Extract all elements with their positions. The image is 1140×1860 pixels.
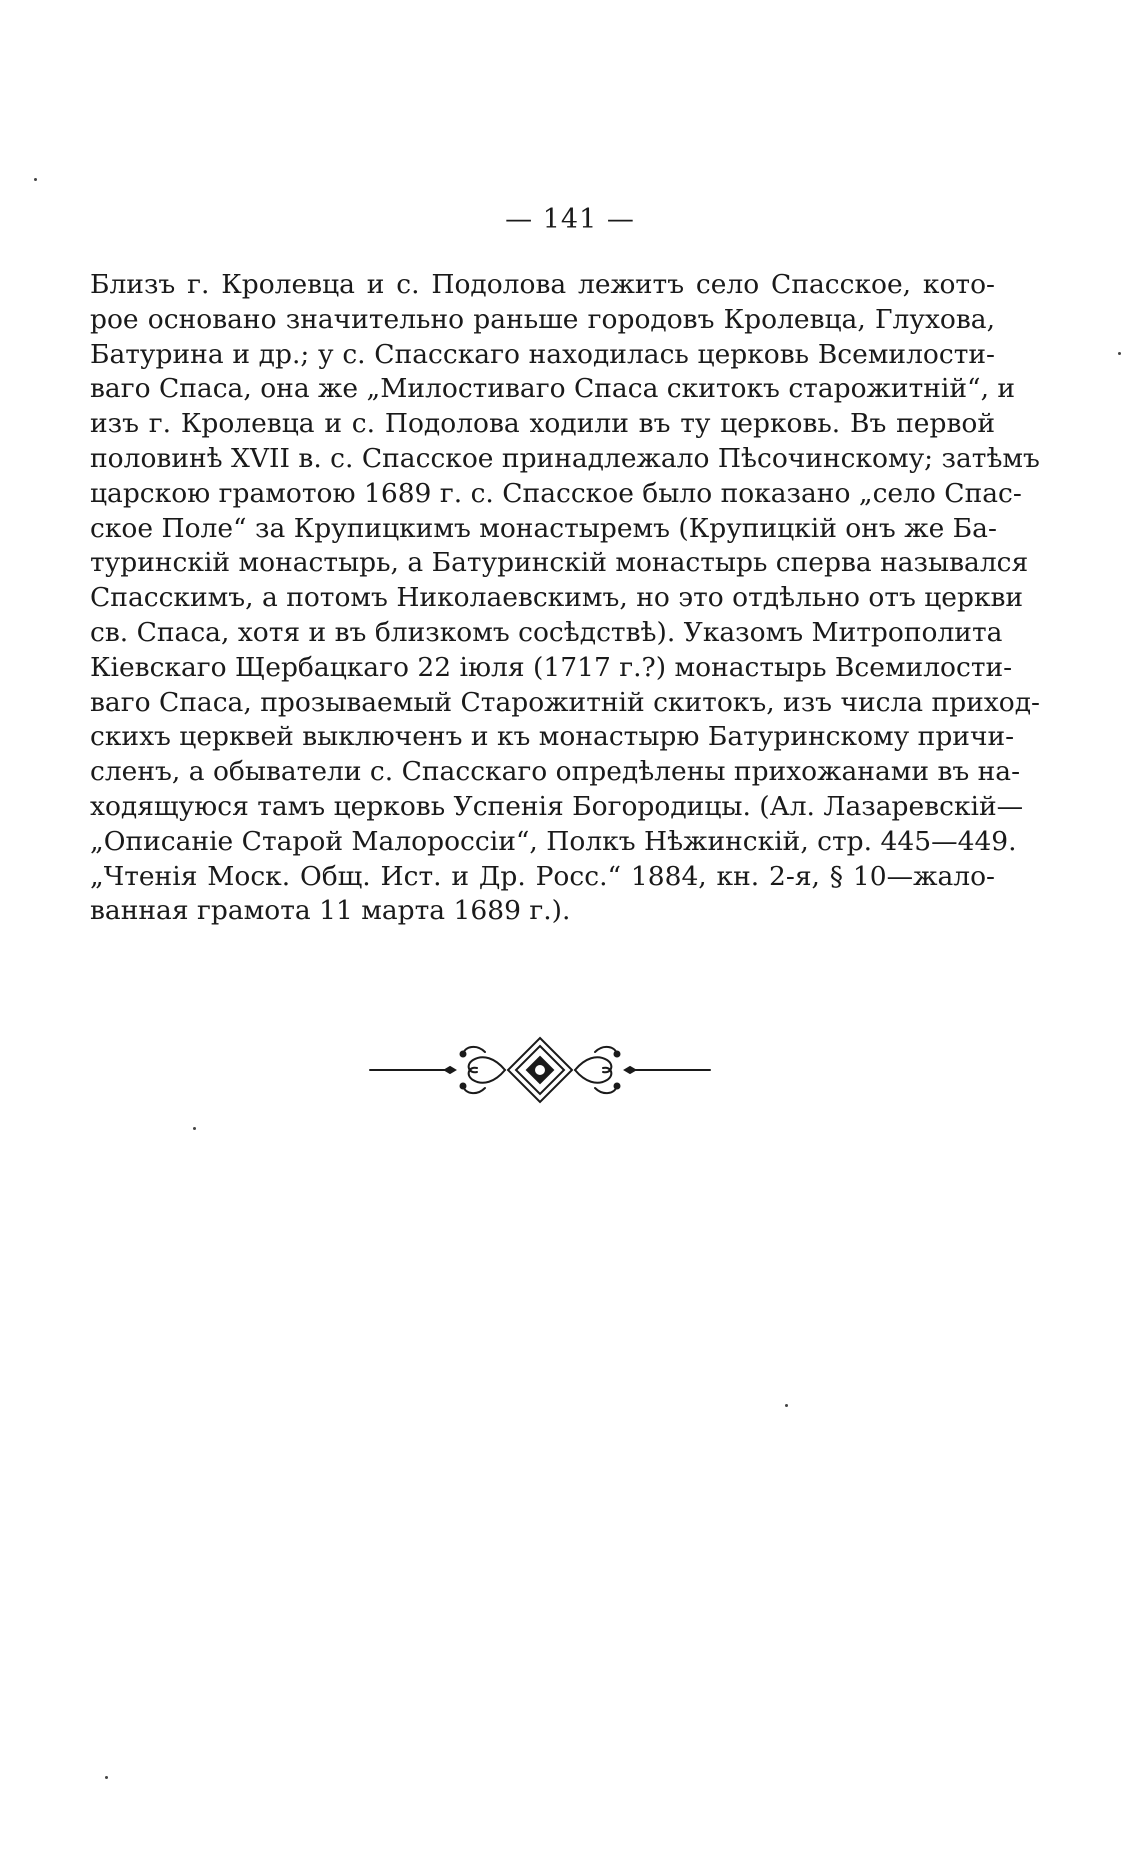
text-line: св. Спаса, хотя и въ близкомъ сосѣдствѣ). Указомъ Митрополита [90, 616, 1003, 648]
text-line: ваго Спаса, прозываемый Старожитній скитокъ, изъ числа приход- [90, 686, 1040, 718]
print-speck [1118, 352, 1121, 355]
text-line: туринскій монастырь, а Батуринскій монастырь сперва назывался [90, 547, 1029, 579]
text-line: скихъ церквей выключенъ и къ монастырю Батуринскому причи- [90, 721, 1015, 753]
text-line: сленъ, а обыватели с. Спасскаго опредѣлены прихожанами въ на- [90, 756, 1021, 788]
text-line: Кіевскаго Щербацкаго 22 іюля (1717 г.?) монастырь Всемилости- [90, 651, 1013, 683]
text-line: „Описаніе Старой Малороссіи“, Полкъ Нѣжинскій, стр. 445—449. [90, 825, 1017, 857]
print-speck [785, 1404, 788, 1407]
text-line: ходящуюся тамъ церковь Успенія Богородицы. (Ал. Лазаревскій— [90, 790, 1024, 822]
text-line: изъ г. Кролевца и с. Подолова ходили въ ту церковь. Въ первой [90, 408, 995, 440]
print-speck [193, 1127, 196, 1130]
print-speck [105, 1776, 108, 1779]
text-line: Батурина и др.; у с. Спасскаго находилась церковь Всемилости- [90, 338, 995, 370]
print-speck [34, 178, 37, 181]
page-number: — 141 — [505, 204, 635, 235]
text-line: ванная грамота 11 марта 1689 г.). [90, 895, 571, 927]
text-line: ское Поле“ за Крупицкимъ монастыремъ (Крупицкій онъ же Ба- [90, 512, 997, 544]
floral-divider-icon [365, 1030, 715, 1110]
text-line: рое основано значительно раньше городовъ Кролевца, Глухова, [90, 303, 995, 335]
text-line: половинѣ XVII в. с. Спасское принадлежало Пѣсочинскому; затѣмъ [90, 442, 1040, 474]
text-line: „Чтенія Моск. Общ. Ист. и Др. Росс.“ 1884, кн. 2-я, § 10—жало- [90, 860, 995, 892]
text-line: Спасскимъ, а потомъ Николаевскимъ, но это отдѣльно отъ церкви [90, 582, 1024, 614]
text-line: Близъ г. Кролевца и с. Подолова лежитъ село Спасское, кото- [90, 269, 995, 300]
body-text [90, 268, 1040, 929]
text-line: царскою грамотою 1689 г. с. Спасское было показано „село Спас- [90, 477, 1022, 509]
text-line: ваго Спаса, она же „Милостиваго Спаса скитокъ старожитній“, и [90, 373, 1016, 405]
